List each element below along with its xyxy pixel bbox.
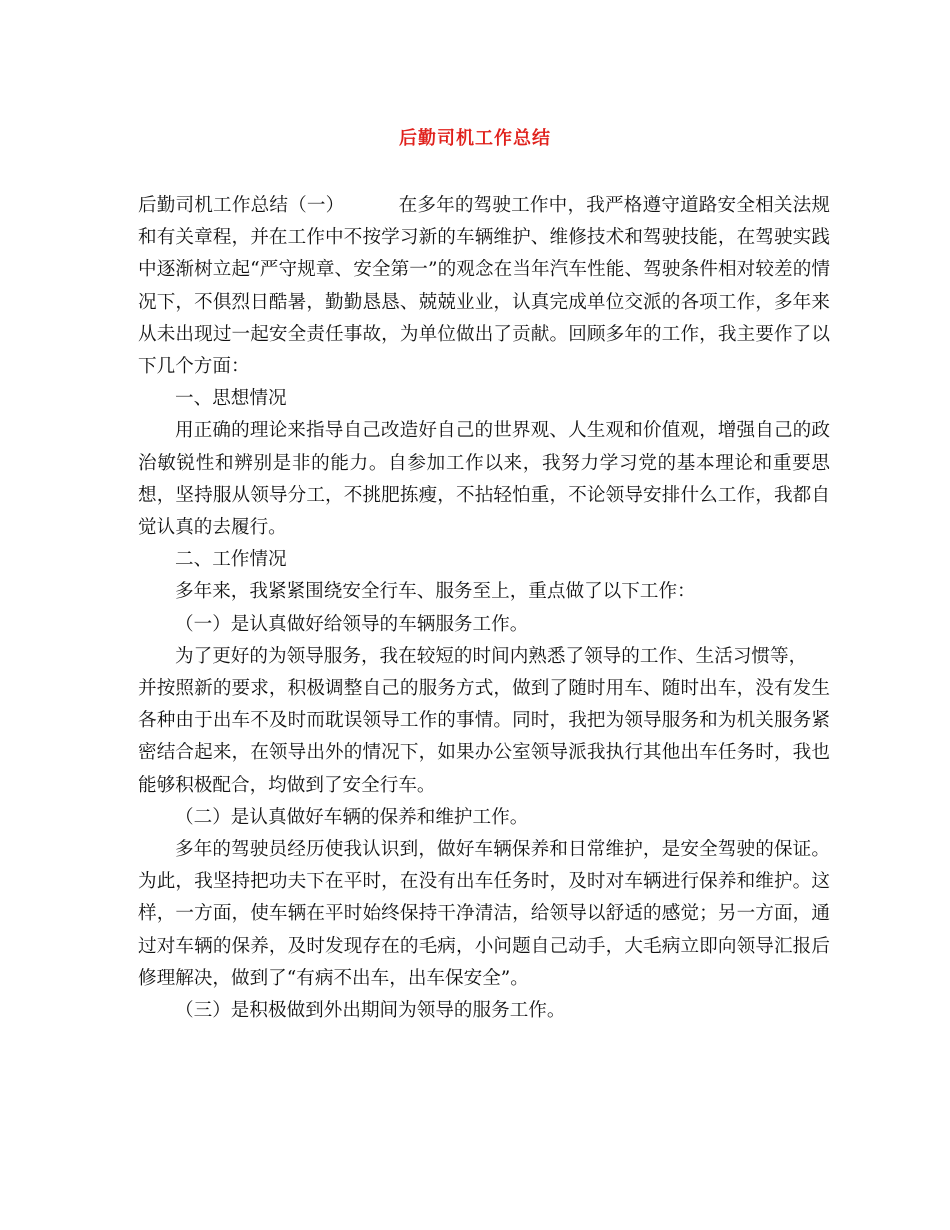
intro-heading: 后勤司机工作总结（一） [138,195,345,216]
section-heading-work: 二、工作情况 [175,549,287,571]
subsection-heading-3: （三）是积极做到外出期间为领导的服务工作。 [175,1000,566,1022]
paragraph: 为了更好的为领导服务，我在较短的时间内熟悉了领导的工作、生活习惯等， [175,645,808,667]
document-body [138,190,830,1027]
document-title: 后勤司机工作总结 [399,128,551,149]
paragraph: 多年的驾驶员经历使我认识到，做好车辆保养和日常维护，是安全驾驶的保证。为此，我坚持把功夫下在平时，在没有出车任务时，及时对车辆进行保养和维护。这样，一方面，使车辆在平时始终保持干净清洁，给领导以舒适的感觉；另一方面，通过对车辆的保养，及时发现存在的毛病，小问题自己动手，大毛病立即向领导汇报后修理解决，做到了“有病不出车，出车保安全”。 [138,839,830,989]
intro-paragraph [138,190,830,383]
paragraph: 并按照新的要求，积极调整自己的服务方式，做到了随时用车、随时出车，没有发生各种由于出车不及时而耽误领导工作的事情。同时，我把为领导服务和为机关服务紧密结合起来，在领导出外的情况下，如果办公室领导派我执行其他出车任务时，我也能够积极配合，均做到了安全行车。 [138,678,830,796]
subsection-heading-2: （二）是认真做好车辆的保养和维护工作。 [175,806,529,828]
paragraph-text: 在多年的驾驶工作中，我严格遵守道路安全相关法规和有关章程，并在工作中不按学习新的车辆维护、维修技术和驾驶技能，在驾驶实践中逐渐树立起“严守规章、安全第一”的观念在当年汽车性能、驾驶条件相对较差的情况下，不俱烈日酷暑，勤勤恳恳、兢兢业业，认真完成单位交派的各项工作，多年来从未出现过一起安全责任事故，为单位做出了贡献。回顾多年的工作，我主要作了以下几个方面： [138,195,830,378]
subsection-heading-1: （一）是认真做好给领导的车辆服务工作。 [175,613,529,635]
section-heading-thought: 一、思想情况 [175,388,287,410]
paragraph: 多年来，我紧紧围绕安全行车、服务至上，重点做了以下工作： [175,581,696,603]
paragraph: 用正确的理论来指导自己改造好自己的世界观、人生观和价值观，增强自己的政治敏锐性和辨别是非的能力。自参加工作以来，我努力学习党的基本理论和重要思想，坚持服从领导分工，不挑肥拣瘦，不拈轻怕重，不论领导安排什么工作，我都自觉认真的去履行。 [138,420,830,539]
